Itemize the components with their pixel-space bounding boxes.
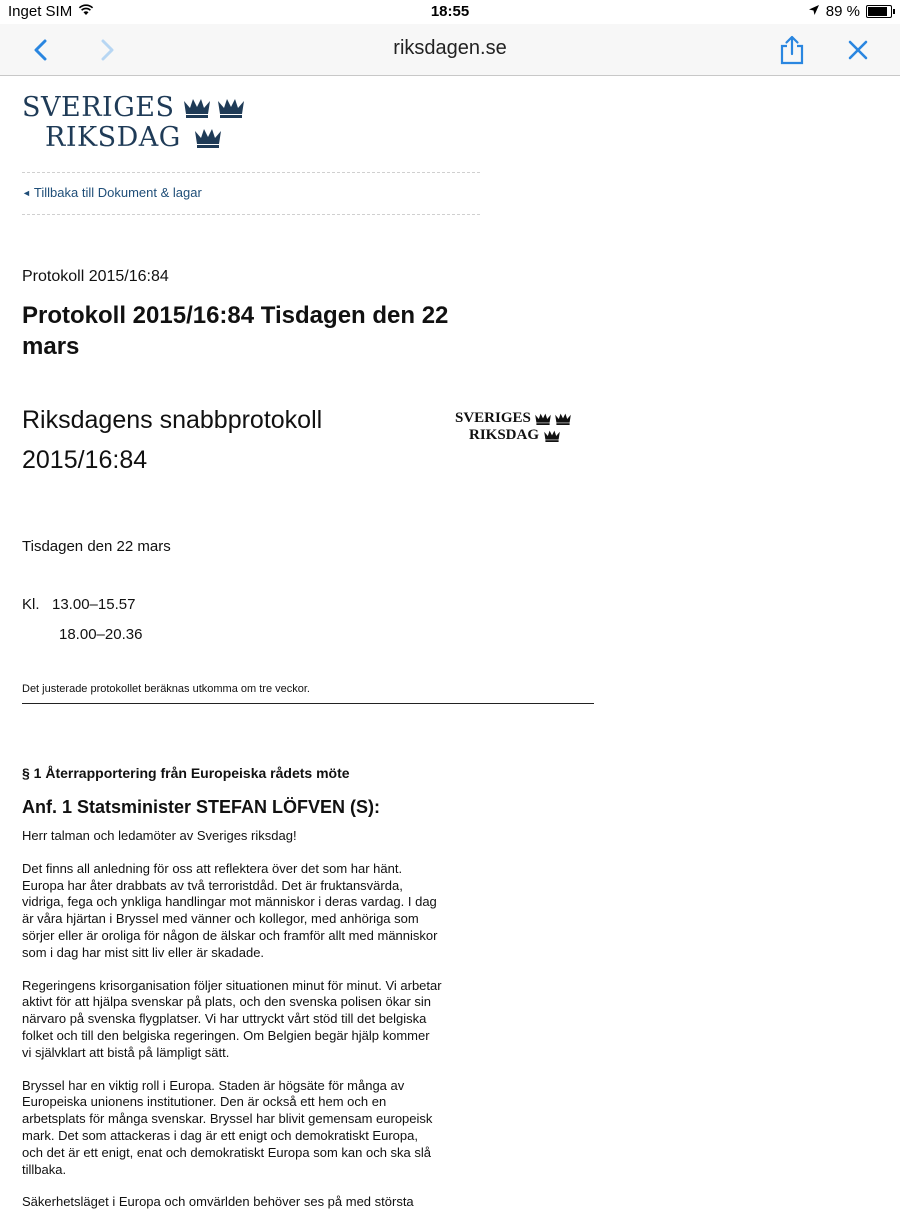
paragraph: Det finns all anledning för oss att reflektera över det som har hänt. Europa har åter drabbats av två terroristdåd. Det är fruktansvärda, vidriga, fega och ynkliga handlingar mot människor i deras vardag. I dag är våra hjärtan i Bryssel med vänner och kollegor, med anhöriga som sörjer eller är oroliga för någon de älskar och framför allt med människor som i dag har mist sitt liv eller är skadade. (22, 860, 438, 960)
paragraph: Säkerhetsläget i Europa och omvärlden behöver ses på med största (22, 1194, 414, 1210)
crown-icon (543, 429, 561, 443)
page-title: Protokoll 2015/16:84 Tisdagen den 22 mars (22, 302, 449, 360)
subtitle-line-2: 2015/16:84 (22, 446, 148, 474)
speaker-heading: Anf. 1 Statsminister STEFAN LÖFVEN (S): (22, 797, 381, 817)
clock: 18:55 (430, 3, 470, 20)
time-prefix: Kl. (22, 596, 40, 613)
status-bar (0, 0, 900, 24)
paragraph: Herr talman och ledamöter av Sveriges riksdag! (22, 828, 297, 843)
crown-icon (216, 97, 246, 119)
browser-nav-bar (0, 24, 900, 76)
small-logo-line-sveriges: SVERIGES (455, 410, 531, 426)
session-time-2: 18.00–20.36 (59, 626, 143, 643)
close-icon (847, 39, 869, 61)
close-button[interactable] (840, 32, 876, 68)
document-label: Protokoll 2015/16:84 (22, 268, 169, 285)
back-link-label: Tillbaka till Dokument & lagar (33, 185, 202, 200)
battery-percent: 89 % (825, 3, 860, 20)
logo-line-riksdag: RIKSDAG (45, 122, 181, 153)
justerat-note: Det justerade protokollet beräknas utkomma om tre veckor. (22, 683, 310, 695)
logo-line-sveriges: SVERIGES (22, 92, 175, 123)
crown-icon (193, 127, 223, 149)
riksdag-logo-small (455, 410, 572, 444)
paragraph: Regeringens krisorganisation följer situationen minut för minut. Vi arbetar aktivt för att hjälpa svenskar på plats, och den svenska polisen ökar sin närvaro på svenska flygplatser. Vi har uttryckt vårt stöd till det belgiska folket och till den belgiska regeringen. Om Belgien begär hjälp kommer vi självklart att bistå på lämpligt sätt. (22, 977, 442, 1060)
session-date: Tisdagen den 22 mars (22, 538, 171, 555)
carrier-label: Inget SIM (8, 3, 73, 20)
speech-body (22, 828, 442, 1227)
back-to-documents-link[interactable] (22, 185, 202, 200)
section-heading: § 1 Återrapportering från Europeiska rådets möte (22, 765, 350, 781)
divider (22, 214, 480, 215)
divider (22, 703, 594, 704)
share-icon (779, 35, 805, 65)
subtitle-line-1: Riksdagens snabbprotokoll (22, 406, 323, 434)
crown-icon (554, 412, 572, 426)
address-bar-url[interactable]: riksdagen.se (393, 37, 507, 59)
riksdag-logo[interactable] (22, 93, 246, 153)
battery-icon (866, 5, 892, 18)
divider (22, 172, 480, 173)
paragraph: Bryssel har en viktig roll i Europa. Staden är högsäte för många av Europeiska unionens institutioner. Den är också ett hem och en arbetsplats för många svenskar. Bryssel har blivit gemensam europeisk mark. Det som attackeras i dag är ett enigt och demokratiskt Europa, och det är ett enigt, enat och demokratiskt Europa som kan och ska slå tillbaka. (22, 1077, 433, 1177)
crown-icon (534, 412, 552, 426)
crown-icon (182, 97, 212, 119)
arrow-left-icon: ◄ (22, 188, 31, 198)
small-logo-line-riksdag: RIKSDAG (469, 427, 540, 443)
time-range-1: 13.00–15.57 (52, 596, 136, 613)
session-time-1 (22, 596, 135, 613)
share-button[interactable] (774, 32, 810, 68)
location-arrow-icon (808, 3, 820, 20)
battery-level (868, 7, 887, 16)
protocol-subtitle (22, 400, 422, 480)
